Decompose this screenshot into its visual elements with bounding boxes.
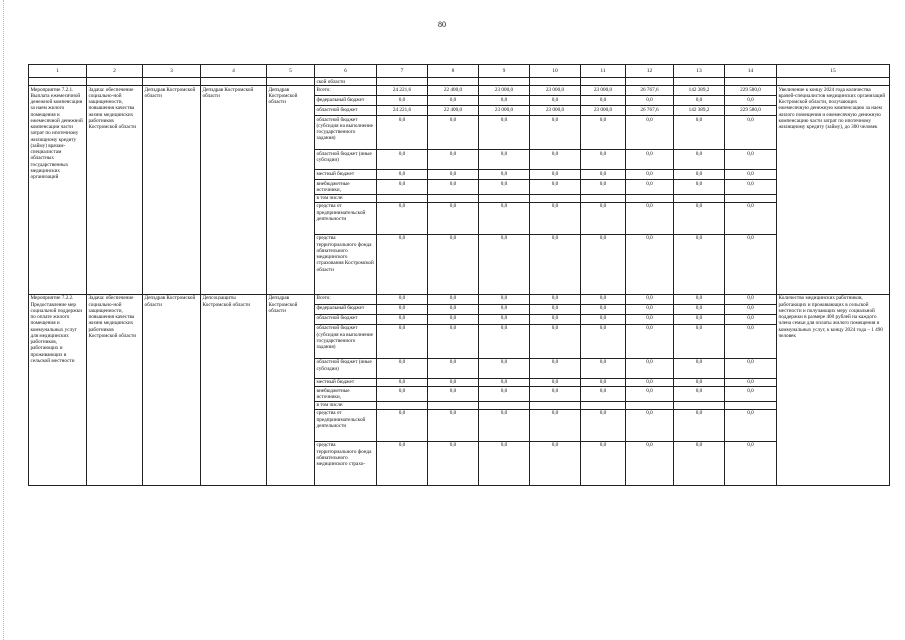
amount-cell: 0,0 (725, 116, 777, 150)
header-cell: 11 (581, 65, 626, 78)
amount-cell (428, 401, 479, 409)
amount-cell: 0,0 (479, 314, 530, 324)
amount-cell: 0,0 (725, 409, 777, 441)
amount-cell: 0,0 (725, 150, 777, 170)
amount-cell: 0,0 (581, 180, 626, 194)
amount-cell: 26 767,6 (626, 86, 674, 96)
amount-cell: 0,0 (479, 96, 530, 106)
amount-cell: 0,0 (581, 314, 626, 324)
task-text: Задача: обеспечение социально-ной защищенности, повышения качества жизни медицинских работников Костромской области (87, 86, 143, 295)
amount-cell: 0,0 (377, 378, 428, 386)
funding-source: внебюджетные источники, (315, 387, 377, 401)
header-cell: 7 (377, 65, 428, 78)
expected-result: Увеличение к концу 2024 года количества врачей-специалистов медицинских организаций Костромской области, получающих ежемесячную денежную компенсацию за наем жилого помещения и ежемесячную денежную компенсацию части затрат по ипотечному жилищному кредиту (займу), до 300 человек (777, 86, 890, 295)
amount-cell: 0,0 (428, 234, 479, 294)
amount-cell: 0,0 (581, 304, 626, 314)
amount-cell: 0,0 (377, 314, 428, 324)
amount-cell: 0,0 (581, 96, 626, 106)
amount-cell: 0,0 (428, 409, 479, 441)
amount-cell: 0,0 (479, 150, 530, 170)
amount-cell: 0,0 (377, 441, 428, 485)
amount-cell (674, 194, 725, 202)
amount-cell: 0,0 (626, 234, 674, 294)
amount-cell: 0,0 (674, 358, 725, 378)
amount-cell: 0,0 (428, 387, 479, 401)
funding-source: местный бюджет (315, 170, 377, 180)
funding-source: местный бюджет (315, 378, 377, 386)
amount-cell: 0,0 (377, 234, 428, 294)
recipient-cell: Депздрав Костромской области (267, 86, 315, 295)
amount-cell: 0,0 (725, 170, 777, 180)
amount-cell: 0,0 (626, 304, 674, 314)
amount-cell: 0,0 (428, 116, 479, 150)
amount-cell: 0,0 (626, 358, 674, 378)
amount-cell: 0,0 (530, 387, 581, 401)
funding-source: федеральный бюджет (315, 96, 377, 106)
amount-cell: 0,0 (479, 180, 530, 194)
amount-cell: 0,0 (530, 304, 581, 314)
amount-cell: 0,0 (428, 358, 479, 378)
header-cell: 3 (143, 65, 201, 78)
amount-cell: 0,0 (377, 358, 428, 378)
amount-cell: 0,0 (479, 409, 530, 441)
amount-cell: 23 000,0 (479, 106, 530, 116)
table-row (29, 86, 890, 96)
amount-cell: 0,0 (725, 441, 777, 485)
amount-cell: 0,0 (674, 324, 725, 358)
recipient-cell: Депздрав Костромской области (267, 294, 315, 485)
amount-cell: 0,0 (674, 409, 725, 441)
header-cell: 12 (626, 65, 674, 78)
amount-cell: 0,0 (581, 358, 626, 378)
amount-cell: 0,0 (674, 202, 725, 234)
amount-cell: 0,0 (581, 294, 626, 304)
amount-cell: 0,0 (377, 304, 428, 314)
funding-source: Всего: (315, 294, 377, 304)
amount-cell: 0,0 (626, 150, 674, 170)
amount-cell: 0,0 (530, 409, 581, 441)
amount-cell: 0,0 (428, 324, 479, 358)
funding-source: областной бюджет (субсидия на выполнение государственного задания) (315, 116, 377, 150)
amount-cell: 0,0 (530, 170, 581, 180)
amount-cell: 0,0 (530, 150, 581, 170)
amount-cell: 0,0 (674, 116, 725, 150)
amount-cell: 0,0 (479, 387, 530, 401)
amount-cell: 0,0 (626, 409, 674, 441)
amount-cell (725, 401, 777, 409)
amount-cell: 0,0 (725, 294, 777, 304)
amount-cell: 0,0 (626, 378, 674, 386)
amount-cell: 0,0 (626, 441, 674, 485)
amount-cell (626, 401, 674, 409)
amount-cell (428, 194, 479, 202)
amount-cell: 0,0 (428, 378, 479, 386)
amount-cell: 0,0 (581, 116, 626, 150)
amount-cell: 0,0 (626, 294, 674, 304)
funding-source: в том числе: (315, 194, 377, 202)
header-cell: 15 (777, 65, 890, 78)
amount-cell: 0,0 (428, 441, 479, 485)
funding-source: областной бюджет (иные субсидии) (315, 358, 377, 378)
amount-cell: 0,0 (626, 180, 674, 194)
measure-name: Мероприятие 7.2.1. Выплата ежемесячной денежной компенсации за наем жилого помещения и ежемесячной денежной компенсации части затрат по ипотечному жилищному кредиту (займу) врачам-специалистам областных государственных медицинских организаций (29, 86, 87, 295)
amount-cell: 0,0 (674, 170, 725, 180)
amount-cell: 0,0 (377, 170, 428, 180)
funding-source: областной бюджет (субсидия на выполнение государственного задания) (315, 324, 377, 358)
amount-cell: 0,0 (674, 304, 725, 314)
funding-source: средства территориального фонда обязательного медицинского страхо- (315, 441, 377, 485)
amount-cell: 0,0 (530, 378, 581, 386)
amount-cell: 0,0 (581, 409, 626, 441)
task-text: Задача: обеспечение социально-ной защищенности, повышения качества жизни медицинских работников Костромской области (87, 294, 143, 485)
amount-cell: 0,0 (725, 378, 777, 386)
header-cell: 13 (674, 65, 725, 78)
amount-cell: 0,0 (725, 304, 777, 314)
amount-cell (674, 401, 725, 409)
funding-source: Всего: (315, 86, 377, 96)
header-cell: 14 (725, 65, 777, 78)
amount-cell: 0,0 (377, 324, 428, 358)
amount-cell: 23 000,0 (530, 106, 581, 116)
amount-cell: 0,0 (479, 202, 530, 234)
amount-cell: 0,0 (530, 294, 581, 304)
amount-cell: 0,0 (428, 150, 479, 170)
page-number: 80 (438, 20, 446, 29)
amount-cell: 0,0 (581, 378, 626, 386)
amount-cell: 0,0 (626, 202, 674, 234)
coexecutor-cell: Депздрав Костромской области (201, 86, 267, 295)
amount-cell (377, 194, 428, 202)
expected-result: Количество медицинских работников, работающих и проживающих в сельской местности и получающих меру социальной поддержки в размере 400 рублей на каждого члена семьи для оплаты жилого помещения и коммунальных услуг, к концу 2024 года – 1 490 человек (777, 294, 890, 485)
amount-cell: 0,0 (674, 294, 725, 304)
amount-cell (581, 401, 626, 409)
header-cell: 4 (201, 65, 267, 78)
amount-cell: 0,0 (674, 96, 725, 106)
amount-cell: 0,0 (581, 170, 626, 180)
funding-source: в том числе: (315, 401, 377, 409)
funding-source: средства от предпринимательской деятельности (315, 202, 377, 234)
amount-cell: 0,0 (674, 234, 725, 294)
amount-cell: 0,0 (377, 116, 428, 150)
amount-cell: 0,0 (479, 304, 530, 314)
amount-cell: 0,0 (377, 202, 428, 234)
amount-cell: 0,0 (626, 314, 674, 324)
funding-source: средства от предпринимательской деятельности (315, 409, 377, 441)
amount-cell: 0,0 (674, 150, 725, 170)
amount-cell: 0,0 (674, 441, 725, 485)
amount-cell: 23 000,0 (581, 86, 626, 96)
amount-cell: 23 000,0 (479, 86, 530, 96)
amount-cell: 22 400,0 (428, 106, 479, 116)
measure-name: Мероприятие 7.2.2. Предоставление мер социальной поддержки по оплате жилого помещения и коммунальных услуг для медицинских работников, работающих и проживающих в сельской местности (29, 294, 87, 485)
table-row (29, 294, 890, 304)
amount-cell: 22 400,0 (428, 86, 479, 96)
amount-cell: 0,0 (626, 96, 674, 106)
amount-cell: 0,0 (530, 180, 581, 194)
amount-cell (626, 194, 674, 202)
amount-cell: 0,0 (479, 324, 530, 358)
amount-cell: 0,0 (674, 314, 725, 324)
amount-cell: 0,0 (428, 170, 479, 180)
amount-cell: 0,0 (581, 202, 626, 234)
amount-cell: 0,0 (530, 324, 581, 358)
header-cell: 6 (315, 65, 377, 78)
amount-cell (530, 401, 581, 409)
funding-source: областной бюджет (иные субсидии) (315, 150, 377, 170)
amount-cell: 0,0 (530, 234, 581, 294)
amount-cell (530, 194, 581, 202)
amount-cell (377, 401, 428, 409)
amount-cell: 0,0 (725, 324, 777, 358)
funding-source: средства территориального фонда обязательного медицинского страхования Костромской области (315, 234, 377, 294)
amount-cell: 0,0 (428, 314, 479, 324)
amount-cell: 24 221,6 (377, 86, 428, 96)
header-row (29, 65, 890, 78)
amount-cell (725, 194, 777, 202)
amount-cell: 0,0 (530, 314, 581, 324)
amount-cell: 0,0 (428, 202, 479, 234)
amount-cell: 23 000,0 (581, 106, 626, 116)
amount-cell: 0,0 (530, 202, 581, 234)
funding-source: внебюджетные источники, (315, 180, 377, 194)
amount-cell: 142 389,2 (674, 86, 725, 96)
amount-cell: 0,0 (725, 202, 777, 234)
header-cell: 5 (267, 65, 315, 78)
amount-cell: 229 580,0 (725, 106, 777, 116)
amount-cell: 0,0 (725, 96, 777, 106)
amount-cell: 0,0 (479, 294, 530, 304)
amount-cell: 0,0 (626, 170, 674, 180)
amount-cell: 0,0 (530, 441, 581, 485)
amount-cell: 0,0 (725, 180, 777, 194)
amount-cell: 0,0 (479, 378, 530, 386)
amount-cell: 0,0 (674, 387, 725, 401)
amount-cell: 0,0 (479, 170, 530, 180)
amount-cell: 0,0 (479, 441, 530, 485)
amount-cell: 0,0 (377, 387, 428, 401)
amount-cell: 0,0 (428, 180, 479, 194)
amount-cell: 0,0 (581, 441, 626, 485)
amount-cell: 0,0 (581, 387, 626, 401)
budget-table (28, 64, 890, 486)
header-cell: 1 (29, 65, 87, 78)
funding-source: федеральный бюджет (315, 304, 377, 314)
amount-cell: 0,0 (377, 150, 428, 170)
amount-cell: 0,0 (725, 234, 777, 294)
funding-source: областной бюджет (315, 106, 377, 116)
amount-cell (479, 401, 530, 409)
coexecutor-cell: Депсоцзащиты Костромской области (201, 294, 267, 485)
amount-cell: 24 221,6 (377, 106, 428, 116)
amount-cell: 0,0 (428, 96, 479, 106)
amount-cell: 0,0 (479, 358, 530, 378)
binding-margin (3, 0, 5, 640)
amount-cell: 0,0 (530, 116, 581, 150)
amount-cell: 0,0 (626, 324, 674, 358)
amount-cell (581, 194, 626, 202)
executor-cell: Депздрав Костромской области (143, 86, 201, 295)
amount-cell: 0,0 (479, 234, 530, 294)
amount-cell: 0,0 (377, 180, 428, 194)
header-cell: 10 (530, 65, 581, 78)
amount-cell: 0,0 (581, 234, 626, 294)
amount-cell: 0,0 (626, 387, 674, 401)
amount-cell: 0,0 (377, 96, 428, 106)
amount-cell: 0,0 (581, 324, 626, 358)
amount-cell (479, 194, 530, 202)
amount-cell: 0,0 (530, 358, 581, 378)
amount-cell: 229 580,0 (725, 86, 777, 96)
header-cell: 2 (87, 65, 143, 78)
carry-over-row (29, 78, 890, 86)
amount-cell: 23 000,0 (530, 86, 581, 96)
header-cell: 8 (428, 65, 479, 78)
amount-cell: 0,0 (626, 116, 674, 150)
amount-cell: 0,0 (428, 304, 479, 314)
amount-cell: 0,0 (428, 294, 479, 304)
carry-over-text: ской области (315, 78, 377, 86)
funding-source: областной бюджет (315, 314, 377, 324)
amount-cell: 26 767,6 (626, 106, 674, 116)
amount-cell: 0,0 (725, 387, 777, 401)
amount-cell: 0,0 (725, 358, 777, 378)
amount-cell: 0,0 (674, 378, 725, 386)
amount-cell: 0,0 (479, 116, 530, 150)
header-cell: 9 (479, 65, 530, 78)
amount-cell: 0,0 (377, 294, 428, 304)
executor-cell: Депздрав Костромской области (143, 294, 201, 485)
amount-cell: 0,0 (530, 96, 581, 106)
amount-cell: 0,0 (581, 150, 626, 170)
amount-cell: 142 389,2 (674, 106, 725, 116)
amount-cell: 0,0 (674, 180, 725, 194)
amount-cell: 0,0 (725, 314, 777, 324)
amount-cell: 0,0 (377, 409, 428, 441)
